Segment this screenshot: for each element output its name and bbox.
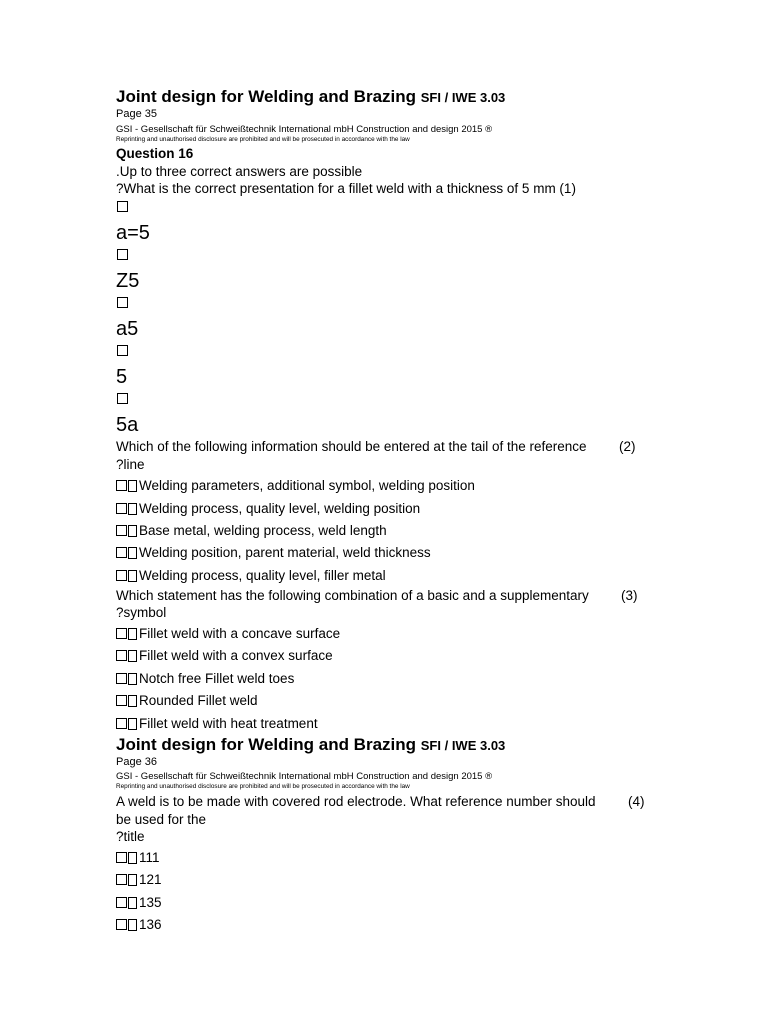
placeholder-glyph-box (128, 650, 137, 662)
checkbox[interactable] (116, 570, 127, 581)
checkbox[interactable] (116, 919, 127, 930)
question-text: Which statement has the following combination of a basic and a supplementary (116, 588, 589, 603)
placeholder-glyph-box (128, 503, 137, 515)
placeholder-glyph-box (128, 695, 137, 707)
question-number: (4) (628, 794, 645, 809)
page-title-main: Joint design for Welding and Brazing (116, 735, 417, 754)
answer-row[interactable] (116, 716, 318, 731)
question-text: ?What is the correct presentation for a fillet weld with a thickness of 5 mm (1) (116, 181, 576, 196)
answer-label: Welding parameters, additional symbol, welding position (139, 478, 475, 493)
question-number: (2) (619, 439, 636, 454)
checkbox[interactable] (116, 695, 127, 706)
answer-row[interactable] (116, 850, 160, 865)
placeholder-glyph-box (128, 897, 137, 909)
question-text-continued: ?title (116, 829, 145, 844)
page-title-main: Joint design for Welding and Brazing (116, 87, 417, 106)
checkbox[interactable] (116, 480, 127, 491)
placeholder-glyph-box (128, 525, 137, 537)
answer-option: 5 (116, 366, 128, 388)
page-title-sub: SFI / IWE 3.03 (420, 738, 506, 753)
answer-option: Z5 (116, 270, 140, 292)
checkbox[interactable] (116, 852, 127, 863)
placeholder-glyph-box (128, 628, 137, 640)
answer-row[interactable] (116, 648, 333, 663)
question-heading: Question 16 (116, 146, 194, 161)
answer-checkbox[interactable] (117, 345, 128, 356)
answer-label: Welding process, quality level, welding position (139, 501, 421, 516)
question-text-continued: be used for the (116, 812, 207, 827)
answer-row[interactable] (116, 501, 420, 516)
company-line: GSI - Gesellschaft für Schweißtechnik International mbH Construction and design 2015 ® (116, 771, 493, 782)
answer-option: a=5 (116, 222, 150, 244)
placeholder-glyph-box (128, 919, 137, 931)
answer-checkbox[interactable] (117, 393, 128, 404)
page-title-sub: SFI / IWE 3.03 (420, 90, 506, 105)
answer-row[interactable] (116, 917, 162, 932)
page-title (116, 87, 505, 107)
checkbox[interactable] (116, 718, 127, 729)
answer-checkbox[interactable] (117, 297, 128, 308)
checkbox[interactable] (116, 897, 127, 908)
answer-row[interactable] (116, 545, 431, 560)
answer-label: Fillet weld with a convex surface (139, 648, 333, 663)
question-text: Which of the following information should be entered at the tail of the reference (116, 439, 587, 454)
answer-row[interactable] (116, 478, 475, 493)
answer-label: Welding process, quality level, filler metal (139, 568, 386, 583)
checkbox[interactable] (116, 547, 127, 558)
placeholder-glyph-box (128, 874, 137, 886)
page-number: Page 36 (116, 756, 157, 768)
answer-label: 111 (139, 850, 160, 865)
answer-label: Base metal, welding process, weld length (139, 523, 387, 538)
answer-row[interactable] (116, 626, 340, 641)
checkbox[interactable] (116, 628, 127, 639)
answer-label: 121 (139, 872, 162, 887)
legal-note: Reprinting and unauthorised disclosure are prohibited and will be prosecuted in accordance with the law (116, 783, 410, 790)
placeholder-glyph-box (128, 480, 137, 492)
checkbox[interactable] (116, 525, 127, 536)
answer-label: 135 (139, 895, 162, 910)
answer-option: a5 (116, 318, 139, 340)
placeholder-glyph-box (128, 570, 137, 582)
question-number: (3) (621, 588, 638, 603)
answer-row[interactable] (116, 523, 387, 538)
answer-checkbox[interactable] (117, 249, 128, 260)
company-line: GSI - Gesellschaft für Schweißtechnik International mbH Construction and design 2015 ® (116, 124, 493, 135)
answer-row[interactable] (116, 872, 162, 887)
placeholder-glyph-box (128, 852, 137, 864)
answer-checkbox[interactable] (117, 201, 128, 212)
legal-note: Reprinting and unauthorised disclosure are prohibited and will be prosecuted in accordance with the law (116, 136, 410, 143)
answer-label: 136 (139, 917, 162, 932)
page-title (116, 735, 505, 755)
answer-label: Fillet weld with heat treatment (139, 716, 318, 731)
answer-row[interactable] (116, 568, 386, 583)
checkbox[interactable] (116, 650, 127, 661)
question-text: A weld is to be made with covered rod electrode. What reference number should (116, 794, 596, 809)
question-instruction: .Up to three correct answers are possible (116, 164, 363, 179)
question-text-continued: ?line (116, 457, 145, 472)
answer-label: Welding position, parent material, weld thickness (139, 545, 431, 560)
answer-row[interactable] (116, 693, 258, 708)
answer-label: Fillet weld with a concave surface (139, 626, 341, 641)
question-text-continued: ?symbol (116, 605, 167, 620)
answer-label: Rounded Fillet weld (139, 693, 258, 708)
answer-option: 5a (116, 414, 139, 436)
answer-label: Notch free Fillet weld toes (139, 671, 295, 686)
answer-row[interactable] (116, 671, 294, 686)
checkbox[interactable] (116, 874, 127, 885)
placeholder-glyph-box (128, 673, 137, 685)
checkbox[interactable] (116, 673, 127, 684)
answer-row[interactable] (116, 895, 162, 910)
placeholder-glyph-box (128, 718, 137, 730)
page-number: Page 35 (116, 108, 157, 120)
checkbox[interactable] (116, 503, 127, 514)
placeholder-glyph-box (128, 547, 137, 559)
